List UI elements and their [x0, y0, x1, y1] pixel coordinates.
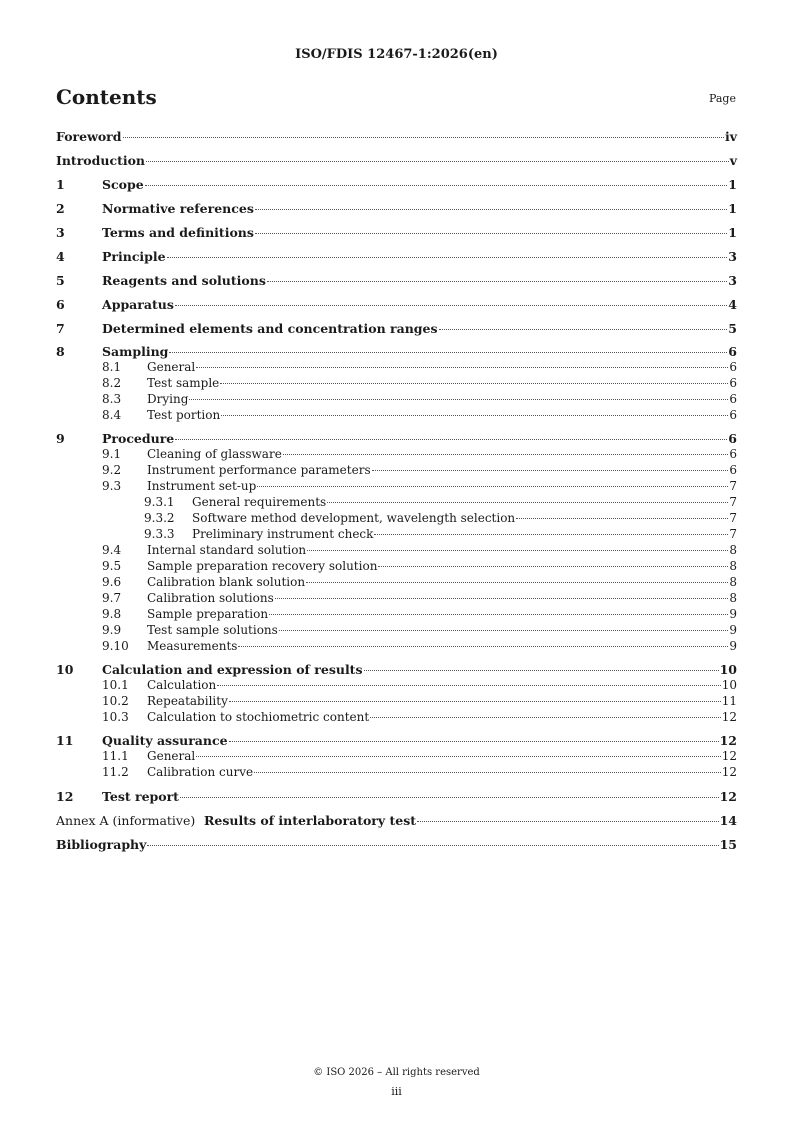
- dot-leader: [439, 329, 728, 330]
- toc-entry-label: Normative references: [102, 201, 254, 216]
- dot-leader: [169, 352, 727, 353]
- toc-entry-page: 7: [729, 495, 737, 509]
- toc-entry-label: Repeatability: [147, 694, 228, 708]
- toc-entry-label: Calculation and expression of results: [102, 662, 363, 677]
- toc-entry-number: 4: [56, 249, 65, 264]
- toc-entry-label: Cleaning of glassware: [147, 447, 282, 461]
- toc-entry-page: 6: [729, 408, 737, 422]
- page-column-label: Page: [708, 92, 736, 105]
- dot-leader: [255, 209, 727, 210]
- toc-entry-label: Instrument performance parameters: [147, 463, 371, 477]
- toc-entry[interactable]: [56, 152, 737, 176]
- toc-entry-page: 12: [721, 765, 737, 779]
- dot-leader: [516, 518, 728, 519]
- toc-entry[interactable]: [56, 375, 737, 391]
- toc-entry[interactable]: [56, 558, 737, 574]
- toc-entry[interactable]: [56, 764, 737, 780]
- toc-entry-number: 12: [56, 789, 74, 804]
- toc-entry[interactable]: [56, 359, 737, 375]
- toc-entry[interactable]: [56, 638, 737, 654]
- toc-entry-label: Calibration curve: [147, 765, 254, 779]
- toc-entry-page: 6: [729, 463, 737, 477]
- toc-entry-number: 9.9: [102, 623, 122, 637]
- toc-entry-number: 9.3: [102, 479, 122, 493]
- toc-entry[interactable]: [56, 693, 737, 709]
- toc-entry-page: 6: [729, 360, 737, 374]
- toc-entry-number: 9.1: [102, 447, 122, 461]
- toc-entry-page: 7: [729, 527, 737, 541]
- toc-entry[interactable]: [56, 510, 737, 526]
- toc-entry-number: 7: [56, 321, 65, 336]
- dot-leader: [370, 717, 721, 718]
- toc-entry-number: 10.3: [102, 710, 129, 724]
- dot-leader: [180, 797, 719, 798]
- dot-leader: [221, 415, 728, 416]
- dot-leader: [279, 630, 729, 631]
- toc-entry-number: 9.6: [102, 575, 122, 589]
- toc-entry-label: [56, 812, 416, 830]
- toc-entry-page: 1: [728, 201, 737, 216]
- toc-entry-number: 8.3: [102, 392, 122, 406]
- toc-entry-number: 9: [56, 431, 65, 446]
- toc-entry-number: 9.5: [102, 559, 122, 573]
- dot-leader: [378, 566, 728, 567]
- dot-leader: [167, 257, 728, 258]
- toc-entry-number: 8: [56, 344, 65, 359]
- toc-entry-number: 3: [56, 225, 65, 240]
- dot-leader: [229, 741, 719, 742]
- toc-entry-number: 1: [56, 177, 65, 192]
- dot-leader: [257, 486, 728, 487]
- dot-leader: [254, 772, 721, 773]
- toc-entry-number: 9.2: [102, 463, 122, 477]
- toc-entry-number: 9.8: [102, 607, 122, 621]
- dot-leader: [220, 383, 728, 384]
- toc-entry-number: 6: [56, 297, 65, 312]
- dot-leader: [123, 137, 724, 138]
- dot-leader: [372, 470, 729, 471]
- toc-entry-page: 6: [728, 431, 737, 446]
- toc-entry[interactable]: [56, 272, 737, 296]
- toc-entry-label: Principle: [102, 249, 166, 264]
- toc-entry[interactable]: [56, 176, 737, 200]
- toc-entry-label: Test sample solutions: [147, 623, 278, 637]
- toc-entry[interactable]: [56, 407, 737, 423]
- toc-entry-page: v: [729, 153, 737, 168]
- toc-entry-page: 3: [728, 273, 737, 288]
- toc-entry-label: Calibration solutions: [147, 591, 274, 605]
- toc-entry-number: 9.4: [102, 543, 122, 557]
- dot-leader: [327, 502, 728, 503]
- toc-entry-page: 6: [728, 344, 737, 359]
- copyright-footer: © ISO 2026 – All rights reserved: [313, 1067, 480, 1078]
- toc-entry-label: Software method development, wavelength selection: [192, 511, 516, 525]
- dot-leader: [175, 305, 727, 306]
- dot-leader: [417, 821, 719, 822]
- toc-entry-number: 10: [56, 662, 74, 677]
- toc-entry-page: 5: [728, 321, 737, 336]
- toc-entry[interactable]: [56, 662, 737, 677]
- toc-entry-number: 11.2: [102, 765, 129, 779]
- toc-entry-label: Sampling: [102, 344, 169, 359]
- toc-entry-label: Determined elements and concentration ranges: [102, 321, 438, 336]
- toc-entry-page: 12: [721, 749, 737, 763]
- toc-entry[interactable]: [56, 788, 737, 812]
- toc-entry-label: Procedure: [102, 431, 175, 446]
- dot-leader: [269, 614, 728, 615]
- toc-entry-page: 6: [729, 376, 737, 390]
- toc-entry-label: Drying: [147, 392, 189, 406]
- toc-entry[interactable]: [56, 224, 737, 248]
- dot-leader: [255, 233, 727, 234]
- dot-leader: [217, 685, 720, 686]
- toc-entry-label: General: [147, 360, 196, 374]
- toc-entry-label: Foreword: [56, 129, 122, 144]
- toc-entry[interactable]: [56, 296, 737, 320]
- toc-entry-label: Quality assurance: [102, 733, 228, 748]
- toc-entry-title: Results of interlaboratory test: [203, 813, 417, 828]
- toc-entry[interactable]: [56, 431, 737, 446]
- toc-entry-page: 9: [729, 623, 737, 637]
- dot-leader: [238, 646, 728, 647]
- toc-entry-number: 9.3.1: [144, 495, 175, 509]
- toc-entry-page: 1: [728, 225, 737, 240]
- toc-entry-number: 8.4: [102, 408, 122, 422]
- toc-entry-page: 6: [729, 392, 737, 406]
- toc-entry-label: Calculation: [147, 678, 217, 692]
- toc-entry-page: 9: [729, 639, 737, 653]
- toc-entry-page: 8: [729, 575, 737, 589]
- dot-leader: [189, 399, 728, 400]
- toc-entry[interactable]: [56, 526, 737, 542]
- toc-entry[interactable]: [56, 494, 737, 510]
- toc-entry-page: 14: [719, 813, 737, 828]
- toc-entry-page: 10: [719, 662, 737, 677]
- document-header: ISO/FDIS 12467-1:2026(en): [295, 47, 498, 62]
- dot-leader: [196, 756, 720, 757]
- toc-entry[interactable]: [56, 446, 737, 462]
- toc-entry-prefix: Annex A (informative): [56, 813, 196, 828]
- toc-entry[interactable]: [56, 320, 737, 344]
- toc-entry[interactable]: [56, 391, 737, 407]
- toc-entry-label: Test portion: [147, 408, 221, 422]
- toc-entry-number: 9.10: [102, 639, 129, 653]
- toc-entry-page: 10: [721, 678, 737, 692]
- toc-entry-label: Calculation to stochiometric content: [147, 710, 370, 724]
- toc-entry[interactable]: [56, 542, 737, 558]
- toc-entry-page: 11: [721, 694, 737, 708]
- toc-entry[interactable]: [56, 812, 737, 836]
- toc-entry-label: Sample preparation recovery solution: [147, 559, 378, 573]
- dot-leader: [229, 701, 721, 702]
- toc-entry[interactable]: [56, 709, 737, 725]
- toc-entry-number: 11.1: [102, 749, 129, 763]
- toc-entry[interactable]: [56, 836, 737, 860]
- toc-entry[interactable]: [56, 606, 737, 622]
- toc-entry[interactable]: [56, 248, 737, 272]
- page-number: iii: [391, 1085, 402, 1098]
- toc-entry-page: 12: [719, 789, 737, 804]
- toc-entry[interactable]: [56, 748, 737, 764]
- toc-entry-number: 10.2: [102, 694, 129, 708]
- toc-entry-page: 4: [728, 297, 737, 312]
- toc-entry-page: 15: [719, 837, 737, 852]
- toc-entry-number: 9.3.3: [144, 527, 175, 541]
- toc-entry-number: 10.1: [102, 678, 129, 692]
- toc-entry-number: 5: [56, 273, 65, 288]
- dot-leader: [364, 670, 719, 671]
- toc-entry-page: 3: [728, 249, 737, 264]
- toc-entry-label: General requirements: [192, 495, 327, 509]
- toc-entry-label: Introduction: [56, 153, 146, 168]
- toc-entry-label: Instrument set-up: [147, 479, 257, 493]
- toc-entry[interactable]: [56, 733, 737, 748]
- toc-entry-page: 7: [729, 479, 737, 493]
- dot-leader: [196, 367, 728, 368]
- toc-entry-label: General: [147, 749, 196, 763]
- toc-entry-page: 7: [729, 511, 737, 525]
- toc-entry-number: 9.3.2: [144, 511, 175, 525]
- dot-leader: [306, 582, 728, 583]
- toc-entry-label: Preliminary instrument check: [192, 527, 374, 541]
- toc-entry-page: 8: [729, 591, 737, 605]
- toc-entry-page: 6: [729, 447, 737, 461]
- toc-entry-page: 8: [729, 543, 737, 557]
- toc-entry-page: 8: [729, 559, 737, 573]
- dot-leader: [275, 598, 729, 599]
- toc-entry-label: Bibliography: [56, 837, 147, 852]
- toc-entry[interactable]: [56, 200, 737, 224]
- toc-entry-label: Internal standard solution: [147, 543, 307, 557]
- dot-leader: [146, 161, 729, 162]
- toc-entry-number: 9.7: [102, 591, 122, 605]
- toc-entry-label: Calibration blank solution: [147, 575, 306, 589]
- toc-entry[interactable]: [56, 622, 737, 638]
- toc-entry-number: 8.2: [102, 376, 122, 390]
- toc-entry-label: Scope: [102, 177, 144, 192]
- toc-entry-page: iv: [724, 129, 737, 144]
- toc-entry[interactable]: [56, 590, 737, 606]
- toc-entry-label: Sample preparation: [147, 607, 269, 621]
- toc-entry[interactable]: [56, 462, 737, 478]
- toc-entry-label: Apparatus: [102, 297, 174, 312]
- toc-entry-number: 8.1: [102, 360, 122, 374]
- page-title: Contents: [56, 85, 157, 109]
- table-of-contents: [56, 128, 737, 860]
- dot-leader: [307, 550, 728, 551]
- dot-leader: [175, 439, 727, 440]
- toc-entry-page: 12: [721, 710, 737, 724]
- toc-entry-number: 2: [56, 201, 65, 216]
- dot-leader: [267, 281, 727, 282]
- toc-entry-label: Test sample: [147, 376, 220, 390]
- dot-leader: [147, 845, 718, 846]
- toc-entry-page: 9: [729, 607, 737, 621]
- toc-entry[interactable]: [56, 128, 737, 152]
- toc-entry-label: Test report: [102, 789, 179, 804]
- toc-entry-label: Terms and definitions: [102, 225, 254, 240]
- toc-entry-label: Reagents and solutions: [102, 273, 266, 288]
- toc-entry[interactable]: [56, 478, 737, 494]
- toc-entry-label: Measurements: [147, 639, 238, 653]
- dot-leader: [283, 454, 729, 455]
- dot-leader: [145, 185, 728, 186]
- toc-entry-number: 11: [56, 733, 74, 748]
- dot-leader: [374, 534, 728, 535]
- toc-entry[interactable]: [56, 344, 737, 359]
- toc-entry[interactable]: [56, 677, 737, 693]
- toc-entry-page: 12: [719, 733, 737, 748]
- toc-entry-page: 1: [728, 177, 737, 192]
- toc-entry[interactable]: [56, 574, 737, 590]
